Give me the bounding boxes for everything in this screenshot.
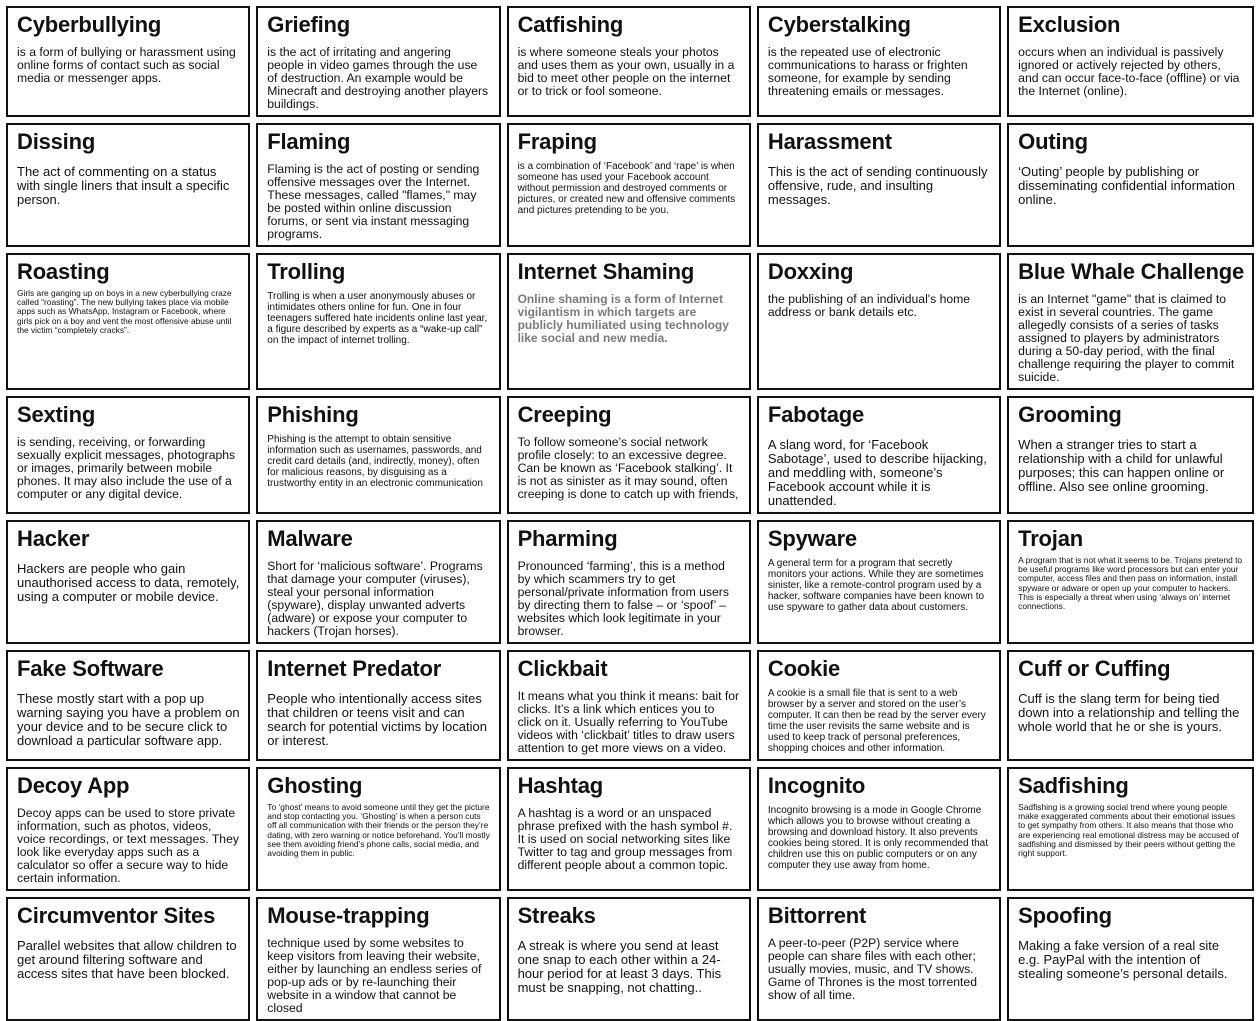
glossary-definition: Girls are ganging up on boys in a new cyberbullying craze called “roasting”. The new bullying takes place via mobile apps such as WhatsApp, Instagram or Facebook, where girls pick on a boy and vent the most offensive abuse until the victim “completely cracks”. — [17, 288, 232, 335]
glossary-term: Decoy App — [17, 773, 130, 798]
glossary-card — [1007, 396, 1254, 514]
glossary-card — [507, 897, 751, 1021]
glossary-term: Grooming — [1018, 402, 1122, 427]
glossary-definition: is an Internet "game" that is claimed to exist in several countries. The game allegedly consists of a series of tasks assigned to players by administrators during a 50-day period, with the final challenge requiring the player to commit suicide. — [1018, 292, 1235, 384]
glossary-definition: Incognito browsing is a mode in Google Chrome which allows you to browse without creating a browsing and download history. It also prevents cookies being stored. It is only recommended that children use this on public computers or on any computer they use away from home. — [767, 805, 988, 871]
glossary-definition: A peer-to-peer (P2P) service where people can share files with each other; usually movies, music, and TV shows. Game of Thrones is the most torrented show of all time. — [767, 936, 977, 1002]
glossary-term: Internet Shaming — [517, 259, 695, 284]
glossary-definition: technique used by some websites to keep visitors from leaving their website, either by launching an endless series of pop-up ads or by re-launching their website in a window that cannot be closed — [267, 936, 482, 1015]
glossary-card — [507, 123, 751, 247]
glossary-term: Trolling — [267, 259, 346, 284]
glossary-term: Cyberstalking — [767, 12, 911, 37]
glossary-card — [507, 6, 751, 117]
glossary-term: Spoofing — [1018, 903, 1112, 928]
glossary-term: Cookie — [767, 656, 841, 681]
glossary-card — [6, 396, 250, 514]
glossary-definition: Short for ‘malicious software’. Programs that damage your computer (viruses), steal your personal information (spyware), display unwanted adverts (adware) or expose your computer to hackers (Trojan horses). — [267, 559, 483, 638]
glossary-definition: A hashtag is a word or an unspaced phrase prefixed with the hash symbol #. It is used on social networking sites like Twitter to tag and group messages from different people about a common topic. — [517, 806, 733, 872]
glossary-definition: Decoy apps can be used to store private information, such as photos, videos, voice recordings, or text messages. They look like everyday apps such as a calculator so offer a secure way to hide certain information. — [17, 806, 239, 885]
glossary-term: Doxxing — [767, 259, 854, 284]
glossary-definition: When a stranger tries to start a relationship with a child for unlawful purposes; this can happen online or offline. Also see online grooming. — [1018, 437, 1225, 494]
glossary-card — [6, 650, 250, 761]
glossary-definition: To follow someone’s social network profile closely: to an excessive degree. Can be known as ‘Facebook stalking’. It is not as sinister as it may sound, often creeping is done to catch up with friends, — [517, 435, 739, 501]
glossary-term: Ghosting — [267, 773, 363, 798]
glossary-card — [1007, 650, 1254, 761]
glossary-term: Hacker — [17, 526, 90, 551]
glossary-card — [757, 650, 1001, 761]
glossary-term: Harassment — [767, 129, 892, 154]
glossary-definition: Online shaming is a form of Internet vigilantism in which targets are publicly humiliated using technology like social and new media. — [517, 292, 729, 345]
glossary-card — [757, 253, 1001, 390]
glossary-card — [1007, 6, 1254, 117]
glossary-definition: To ‘ghost’ means to avoid someone until they get the picture and stop contacting you. ‘Ghosting’ is when a person cuts off all communication with their friends or the person they’re dating, with zero warning or notice beforehand. You’ll mostly see them avoiding friend’s phone calls, social media, and avoiding them in public. — [267, 802, 490, 859]
glossary-definition: is a combination of ‘Facebook’ and ‘rape’ is when someone has used your Facebook account without permission and destroyed comments or pictures, or created new and offensive comments and pictures pretending to be you. — [517, 161, 736, 216]
glossary-card — [757, 396, 1001, 514]
glossary-term: Hashtag — [517, 773, 603, 798]
glossary-term: Blue Whale Challenge — [1018, 259, 1244, 284]
glossary-term: Roasting — [17, 259, 110, 284]
glossary-term: Griefing — [267, 12, 351, 37]
glossary-term: Sexting — [17, 402, 96, 427]
glossary-definition: A general term for a program that secretly monitors your actions. While they are sometimes sinister, like a remote-control program used by a hacker, software companies have been known to use spyware to gather data about customers. — [767, 558, 985, 613]
glossary-card — [757, 520, 1001, 644]
glossary-definition: is the repeated use of electronic communications to harass or frighten someone, for example by sending threatening emails or messages. — [767, 45, 968, 98]
glossary-term: Fabotage — [767, 402, 865, 427]
glossary-definition: Making a fake version of a real site e.g. PayPal with the intention of stealing someone’s personal details. — [1018, 938, 1228, 981]
glossary-term: Spyware — [767, 526, 857, 551]
glossary-card — [6, 253, 250, 390]
glossary-definition: A cookie is a small file that is sent to a web browser by a server and stored on the user’s computer. It can then be read by the server every time the user revisits the same website and is used to keep track of personal preferences, shopping choices and other information. — [767, 688, 986, 754]
glossary-term: Creeping — [517, 402, 612, 427]
glossary-term: Circumventor Sites — [17, 903, 216, 928]
glossary-card — [256, 650, 500, 761]
glossary-term: Cyberbullying — [17, 12, 162, 37]
glossary-definition: Hackers are people who gain unauthorised access to data, remotely, using a computer or mobile device. — [17, 561, 240, 604]
glossary-term: Flaming — [267, 129, 351, 154]
glossary-card — [6, 123, 250, 247]
glossary-card — [1007, 767, 1254, 891]
glossary-card — [507, 650, 751, 761]
glossary-term: Mouse-trapping — [267, 903, 430, 928]
glossary-card — [1007, 520, 1254, 644]
glossary-card — [6, 520, 250, 644]
glossary-card — [1007, 123, 1254, 247]
glossary-card — [6, 6, 250, 117]
glossary-term: Catfishing — [517, 12, 624, 37]
glossary-definition: It means what you think it means: bait for clicks. It’s a link which entices you to click on it. Usually referring to YouTube videos with ‘clickbait’ titles to draw users attention to get more views on a video. — [517, 689, 740, 755]
glossary-term: Internet Predator — [267, 656, 442, 681]
glossary-card — [256, 520, 500, 644]
glossary-term: Fraping — [517, 129, 597, 154]
glossary-definition: Flaming is the act of posting or sending offensive messages over the Internet. These messages, called "flames," may be posted within online discussion forums, or sent via instant messaging programs. — [267, 162, 480, 241]
glossary-term: Fake Software — [17, 656, 164, 681]
glossary-definition: is where someone steals your photos and uses them as your own, usually in a bid to meet other people on the internet or to trick or fool someone. — [517, 45, 735, 98]
glossary-card — [757, 767, 1001, 891]
glossary-card — [256, 6, 500, 117]
glossary-definition: is sending, receiving, or forwarding sexually explicit messages, photographs or images, primarily between mobile phones. It may also include the use of a computer or any digital device. — [17, 435, 236, 501]
glossary-term: Dissing — [17, 129, 96, 154]
glossary-card — [507, 253, 751, 390]
glossary-card — [6, 767, 250, 891]
glossary-term: Bittorrent — [767, 903, 867, 928]
glossary-definition: Trolling is when a user anonymously abuses or intimidates others online for fun. One in four teenagers suffered hate incidents online last year, a figure described by experts as a “wake-up call” on the impact of internet trolling. — [267, 291, 488, 346]
glossary-definition: These mostly start with a pop up warning saying you have a problem on your device and to be secure click to download a particular software app. — [17, 691, 240, 748]
glossary-card — [6, 897, 250, 1021]
glossary-card — [256, 253, 500, 390]
glossary-definition: ‘Outing’ people by publishing or disseminating confidential information online. — [1018, 164, 1235, 207]
glossary-card — [757, 897, 1001, 1021]
glossary-term: Incognito — [767, 773, 866, 798]
glossary-term: Outing — [1018, 129, 1088, 154]
glossary-term: Streaks — [517, 903, 596, 928]
glossary-term: Cuff or Cuffing — [1018, 656, 1171, 681]
glossary-term: Clickbait — [517, 656, 608, 681]
glossary-term: Phishing — [267, 402, 359, 427]
glossary-card — [757, 6, 1001, 117]
glossary-card — [256, 396, 500, 514]
glossary-card — [507, 520, 751, 644]
glossary-term: Pharming — [517, 526, 618, 551]
glossary-card — [1007, 897, 1254, 1021]
glossary-term: Exclusion — [1018, 12, 1121, 37]
glossary-card — [256, 123, 500, 247]
glossary-definition: A streak is where you send at least one snap to each other within a 24-hour period for at least 3 days. This must be snapping, not chatting.. — [517, 938, 722, 995]
glossary-definition: the publishing of an individual's home address or bank details etc. — [767, 292, 971, 319]
glossary-definition: is the act of irritating and angering people in video games through the use of destruction. An example would be Minecraft and destroying another players buildings. — [267, 45, 489, 111]
glossary-definition: The act of commenting on a status with single liners that insult a specific person. — [17, 164, 230, 207]
glossary-definition: occurs when an individual is passively ignored or actively rejected by others, and can occur face-to-face (offline) or via the Internet (online). — [1018, 45, 1240, 98]
glossary-card — [757, 123, 1001, 247]
glossary-definition: Pronounced ‘farming’, this is a method by which scammers try to get personal/private information from users by directing them to false – or ‘spoof’ – websites which look legitimate in your browser. — [517, 559, 729, 638]
glossary-definition: Sadfishing is a growing social trend where young people make exaggerated comments about their emotional issues to get sympathy from others. It also means that those who are experiencing real emotional distress may be accused of sadfishing and dismissed by their peers without getting the right support. — [1018, 802, 1239, 859]
glossary-term: Trojan — [1018, 526, 1083, 551]
glossary-definition: Phishing is the attempt to obtain sensitive information such as usernames, passwords, and credit card details (and, indirectly, money), often for malicious reasons, by disguising as a trustworthy entity in an electronic communication — [267, 434, 483, 489]
glossary-term: Malware — [267, 526, 353, 551]
glossary-definition: Parallel websites that allow children to get around filtering software and access sites that have been blocked. — [17, 938, 237, 981]
glossary-definition: A slang word, for ‘Facebook Sabotage’, used to describe hijacking, and meddling with, someone’s Facebook account while it is unattended. — [767, 437, 987, 508]
glossary-definition: is a form of bullying or harassment using online forms of contact such as social media or messenger apps. — [17, 45, 236, 85]
glossary-card — [507, 396, 751, 514]
glossary-card — [256, 767, 500, 891]
glossary-definition: A program that is not what it seems to be. Trojans pretend to be useful programs like word processors but can enter your computer, access files and then pass on information, install spyware or adware or open up your computer to hackers. This is especially a threat when using ‘always on’ internet connections. — [1018, 555, 1243, 612]
glossary-definition: People who intentionally access sites that children or teens visit and can search for potential victims by location or interest. — [267, 691, 487, 748]
glossary-card — [507, 767, 751, 891]
glossary-card — [256, 897, 500, 1021]
glossary-card — [1007, 253, 1254, 390]
glossary-definition: Cuff is the slang term for being tied down into a relationship and telling the whole world that he or she is yours. — [1018, 691, 1240, 734]
glossary-term: Sadfishing — [1018, 773, 1129, 798]
glossary-definition: This is the act of sending continuously offensive, rude, and insulting messages. — [767, 164, 988, 207]
